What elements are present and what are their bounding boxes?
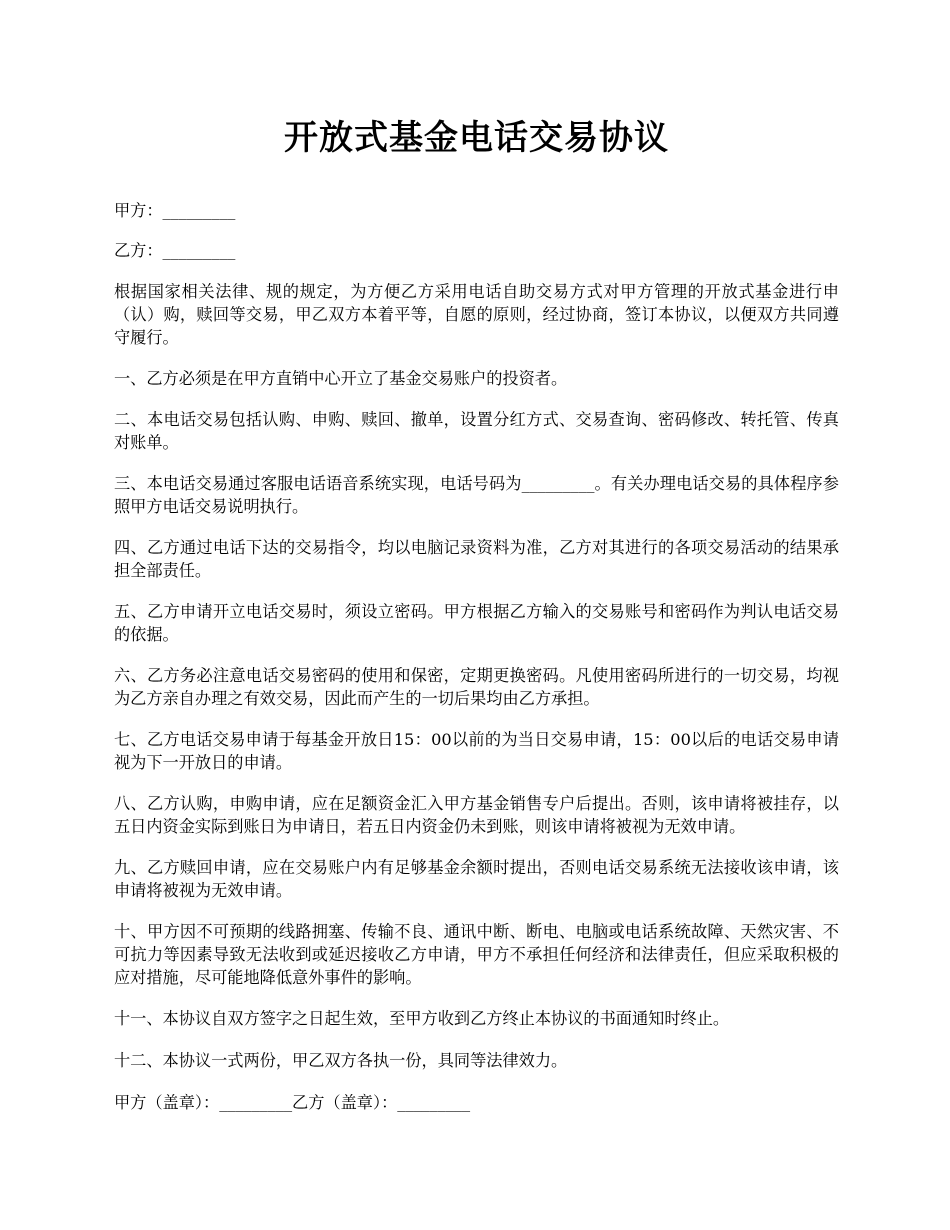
preamble-paragraph: 根据国家相关法律、规的规定，为方便乙方采用电话自助交易方式对甲方管理的开放式基金进行申（认）购，赎回等交易，甲乙双方本着平等，自愿的原则，经过协商，签订本协议，以便双方共同遵守履行。 bbox=[114, 282, 839, 347]
clause-7: 七、乙方电话交易申请于每基金开放日15：00以前的为当日交易申请，15：00以后的电话交易申请视为下一开放日的申请。 bbox=[114, 730, 839, 772]
clause-1: 一、乙方必须是在甲方直销中心开立了基金交易账户的投资者。 bbox=[114, 369, 568, 388]
party-a-line: 甲方：_________ bbox=[114, 201, 236, 220]
clause-12: 十二、本协议一式两份，甲乙双方各执一份，具同等法律效力。 bbox=[114, 1051, 568, 1070]
clause-2: 二、本电话交易包括认购、申购、赎回、撤单，设置分红方式、交易查询、密码修改、转托管、传真对账单。 bbox=[114, 410, 839, 452]
clause-6: 六、乙方务必注意电话交易密码的使用和保密，定期更换密码。凡使用密码所进行的一切交易，均视为乙方亲自办理之有效交易，因此而产生的一切后果均由乙方承担。 bbox=[114, 666, 839, 708]
clause-4: 四、乙方通过电话下达的交易指令，均以电脑记录资料为准，乙方对其进行的各项交易活动的结果承担全部责任。 bbox=[114, 538, 839, 580]
clause-8: 八、乙方认购，申购申请，应在足额资金汇入甲方基金销售专户后提出。否则，该申请将被挂存，以五日内资金实际到账日为申请日，若五日内资金仍未到账，则该申请将被视为无效申请。 bbox=[114, 794, 839, 836]
clause-9: 九、乙方赎回申请，应在交易账户内有足够基金余额时提出，否则电话交易系统无法接收该申请，该申请将被视为无效申请。 bbox=[114, 858, 839, 900]
signature-line: 甲方（盖章）：_________乙方（盖章）：_________ bbox=[114, 1093, 471, 1112]
clause-3: 三、本电话交易通过客服电话语音系统实现，电话号码为_________。有关办理电话交易的具体程序参照甲方电话交易说明执行。 bbox=[114, 474, 839, 516]
clause-5: 五、乙方申请开立电话交易时，须设立密码。甲方根据乙方输入的交易账号和密码作为判认电话交易的依据。 bbox=[114, 602, 839, 644]
party-b-line: 乙方：_________ bbox=[114, 241, 236, 260]
clause-11: 十一、本协议自双方签字之日起生效，至甲方收到乙方终止本协议的书面通知时终止。 bbox=[114, 1009, 730, 1028]
page-title: 开放式基金电话交易协议 bbox=[284, 118, 669, 158]
clause-10: 十、甲方因不可预期的线路拥塞、传输不良、通讯中断、断电、电脑或电话系统故障、天然灾害、不可抗力等因素导致无法收到或延迟接收乙方申请，甲方不承担任何经济和法律责任，但应采取积极的应对措施，尽可能地降低意外事件的影响。 bbox=[114, 922, 839, 987]
